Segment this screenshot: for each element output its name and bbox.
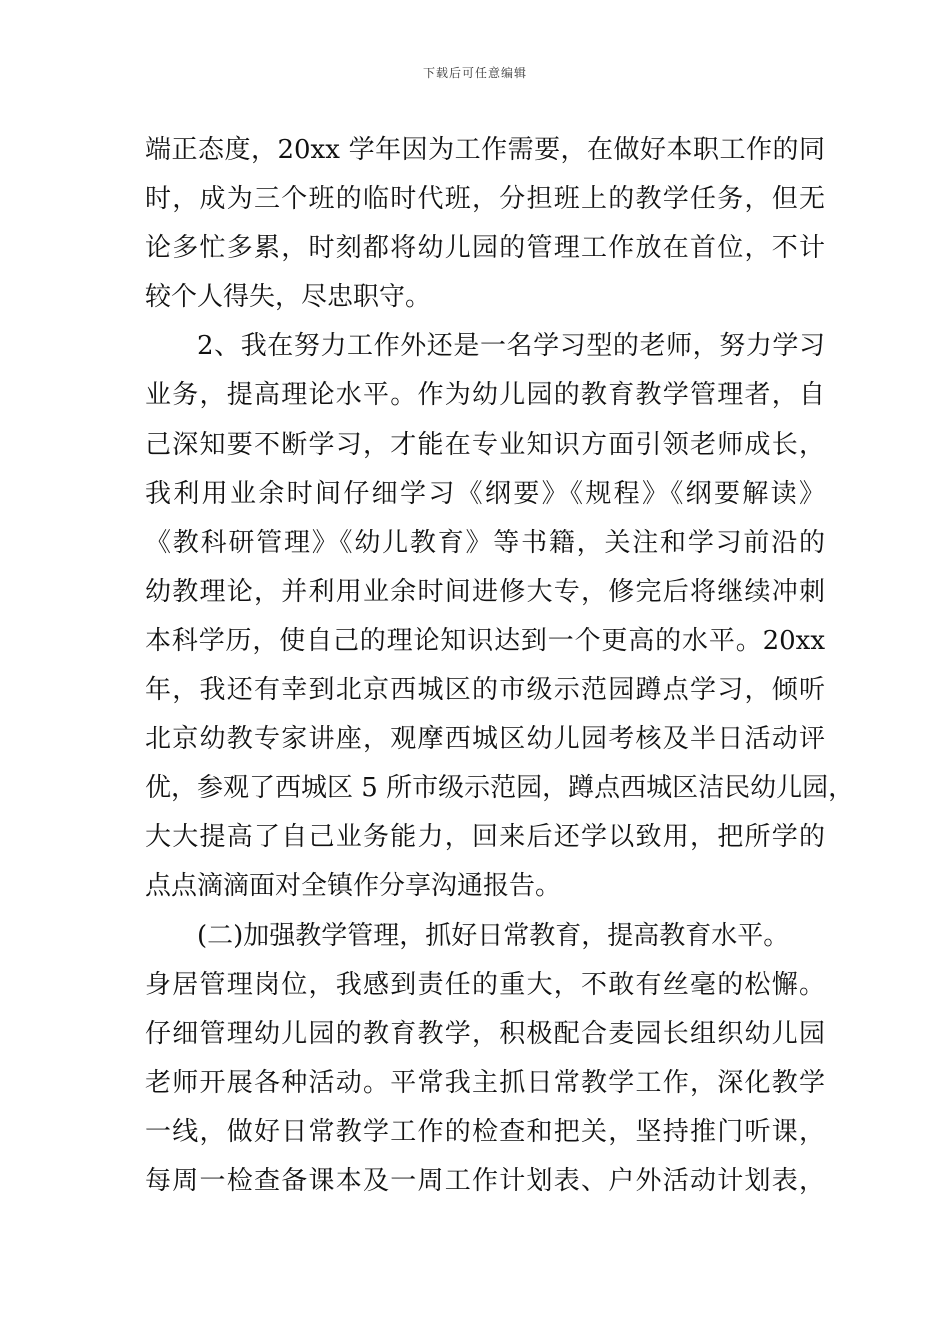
text-line: 较个人得失，尽忠职守。 xyxy=(145,282,432,313)
text-line: 业务，提高理论水平。作为幼儿园的教育教学管理者，自 xyxy=(145,380,825,411)
text-line: 仔细管理幼儿园的教育教学，积极配合麦园长组织幼儿园 xyxy=(145,1018,825,1049)
document-body xyxy=(145,126,855,1206)
text-line: 己深知要不断学习，才能在专业知识方面引领老师成长， xyxy=(145,429,825,460)
text-line: 《教科研管理》《幼儿教育》等书籍，关注和学习前沿的 xyxy=(145,527,825,558)
text-line: 本科学历，使自己的理论知识达到一个更高的水平。20xx xyxy=(145,625,825,656)
text-line: 一线，做好日常教学工作的检查和把关，坚持推门听课， xyxy=(145,1116,825,1147)
page-header-note: 下载后可任意编辑 xyxy=(422,66,527,80)
text-line: 幼教理论，并利用业余时间进修大专，修完后将继续冲刺 xyxy=(145,576,825,607)
text-line: 时，成为三个班的临时代班，分担班上的教学任务，但无 xyxy=(145,184,825,215)
text-line: 年，我还有幸到北京西城区的市级示范园蹲点学习，倾听 xyxy=(145,675,825,706)
text-line: 我利用业余时间仔细学习《纲要》《规程》《纲要解读》 xyxy=(145,478,825,509)
text-line: 老师开展各种活动。平常我主抓日常教学工作，深化教学 xyxy=(145,1067,825,1098)
text-line: 2、我在努力工作外还是一名学习型的老师，努力学习 xyxy=(197,331,825,362)
text-line: 大大提高了自己业务能力，回来后还学以致用，把所学的 xyxy=(145,822,825,853)
text-line: 论多忙多累，时刻都将幼儿园的管理工作放在首位，不计 xyxy=(145,233,825,264)
text-line: 身居管理岗位，我感到责任的重大，不敢有丝毫的松懈。 xyxy=(145,969,825,1000)
text-line: 北京幼教专家讲座，观摩西城区幼儿园考核及半日活动评 xyxy=(145,724,825,755)
text-line: (二)加强教学管理，抓好日常教育，提高教育水平。 xyxy=(197,920,790,951)
text-line: 每周一检查备课本及一周工作计划表、户外活动计划表， xyxy=(145,1165,825,1196)
text-line: 端正态度，20xx 学年因为工作需要，在做好本职工作的同 xyxy=(145,135,825,165)
text-line: 点点滴滴面对全镇作分享沟通报告。 xyxy=(145,871,562,902)
text-line: 优，参观了西城区 5 所市级示范园，蹲点西城区洁民幼儿园， xyxy=(145,773,855,804)
